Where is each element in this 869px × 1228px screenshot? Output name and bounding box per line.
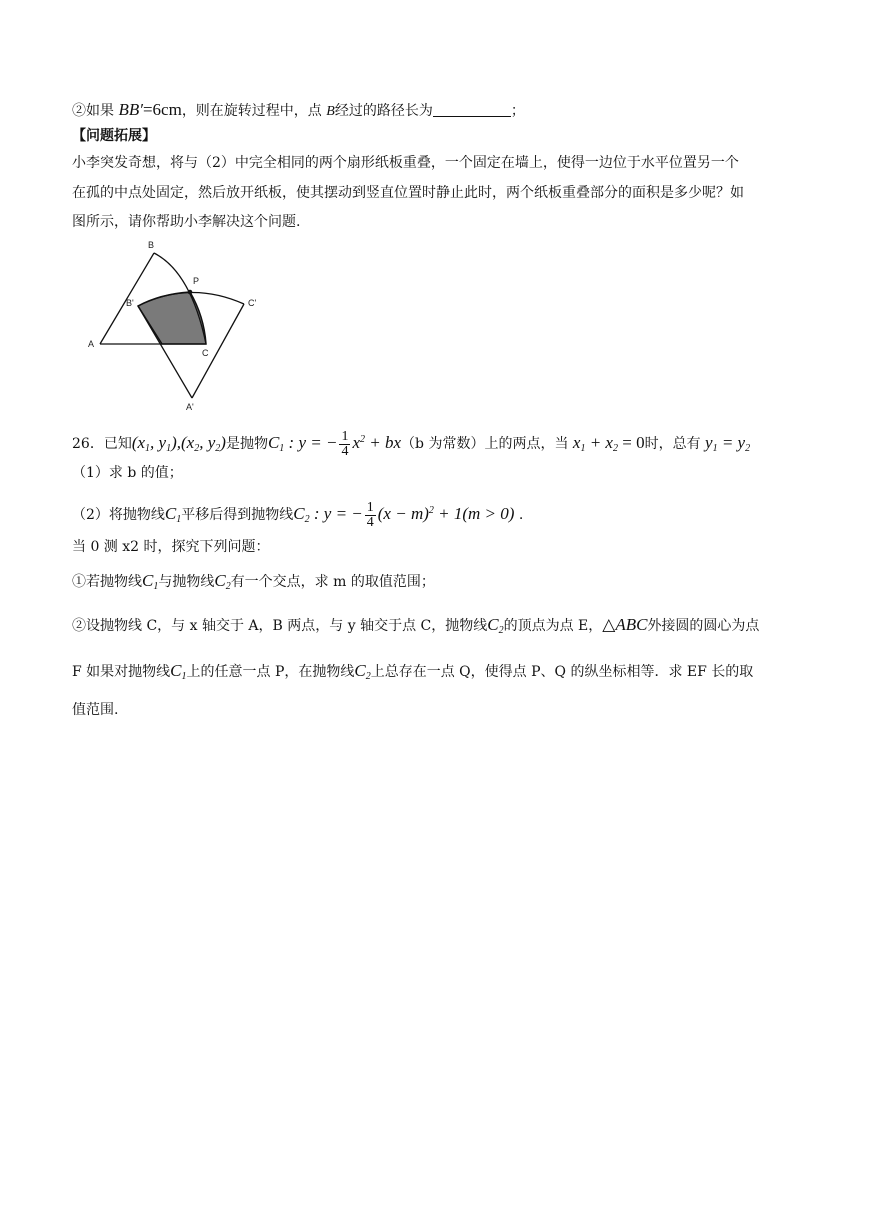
label-b: B — [148, 240, 155, 250]
paragraph-line-2: 在孤的中点处固定，然后放开纸板，使其摆动到竖直位置时静止此时，两个纸板重叠部分的面积是多少呢？如 — [72, 185, 744, 201]
triangle-abc: △ABC — [602, 615, 648, 634]
q26-stem — [72, 425, 750, 464]
result: $y_1 = y_2$ — [705, 433, 751, 454]
text-segment: 经过的路径长为 — [334, 103, 433, 119]
text-segment: F 如果对抛物线 — [72, 664, 171, 680]
q26-when-line: 当 0 测 x2 时，探究下列问题： — [72, 539, 270, 555]
text-segment: ，则在旋转过程中，点 — [181, 103, 327, 119]
section-heading: 【问题拓展】 — [72, 128, 156, 144]
parabola-c2-equation: $C_2$ : y = − $\frac{1}{4}$ $(x - m)^2 + 1(m > 0)$ — [293, 499, 515, 530]
label-p: P — [193, 276, 200, 286]
math-b: B — [326, 104, 335, 119]
text-segment: ； — [510, 103, 525, 119]
point-p — [188, 290, 193, 295]
label-aprime: A' — [186, 402, 194, 412]
text-segment: ②如果 — [72, 103, 119, 119]
parabola-c1-equation: $C_1$ : y = − $\frac{1}{4}$ $x^2$ + bx — [267, 428, 402, 459]
fraction: $\frac{1}{4}$ — [366, 499, 374, 530]
text-segment: 与抛物线 — [158, 574, 215, 590]
answer-blank — [433, 102, 511, 117]
q26-part2-line1 — [72, 614, 759, 642]
text-segment: 外接圆的圆心为点 — [647, 618, 760, 634]
c1-symbol: $C_1$ — [164, 504, 182, 525]
text-segment: 有一个交点，求 m 的取值范围； — [230, 574, 435, 590]
paragraph-line-3: 图所示，请你帮助小李解决这个问题. — [72, 214, 301, 230]
condition: $x_1 + x_2 = 0$ — [572, 433, 645, 454]
fraction: $\frac{1}{4}$ — [341, 428, 349, 459]
math-eq: =6cm — [142, 100, 182, 119]
shaded-overlap-region — [138, 292, 206, 344]
c1-symbol: $C_1$ — [170, 661, 187, 682]
q25-part2-line — [72, 100, 525, 122]
label-bprime: B' — [126, 298, 134, 308]
c2-symbol: $C_2$ — [354, 661, 371, 682]
point-2: ($x_2$, $y_2$) — [181, 433, 226, 454]
math-bbprime: BB′ — [118, 100, 143, 119]
paragraph-line-1: 小李突发奇想，将与（2）中完全相同的两个扇形纸板重叠，一个固定在墙上，使得一边位于水平位置另一个 — [72, 155, 739, 171]
q26-part1 — [72, 570, 435, 598]
c1-symbol: $C_1$ — [142, 571, 159, 592]
comma: , — [176, 433, 182, 452]
text-segment: 平移后得到抛物线 — [181, 507, 294, 523]
c2-symbol: $C_2$ — [214, 571, 231, 592]
text-segment: （b 为常数）上的两点，当 — [401, 436, 573, 452]
text-segment: 的顶点为点 E， — [503, 618, 603, 634]
label-cprime: C' — [248, 298, 257, 308]
label-c: C — [202, 348, 209, 358]
text-segment: 上总存在一点 Q，使得点 P、Q 的纵坐标相等．求 EF 长的取 — [370, 664, 754, 680]
label-a: A — [88, 339, 95, 349]
text-segment: （2）将抛物线 — [72, 507, 165, 523]
text-segment: 时，总有 — [644, 436, 706, 452]
text-segment: 是抛物 — [225, 436, 268, 452]
q26-part2-line2 — [72, 660, 753, 688]
point-1: ($x_1$, $y_1$) — [131, 433, 177, 454]
q26-sub1: （1）求 b 的值； — [72, 465, 183, 481]
q26-sub2 — [72, 496, 523, 535]
text-segment: ②设抛物线 C，与 x 轴交于 A，B 两点，与 y 轴交于点 C，抛物线 — [72, 618, 488, 634]
question-number: 26．已知 — [72, 436, 132, 452]
text-segment: ①若抛物线 — [72, 574, 142, 590]
sector-overlap-figure — [86, 236, 276, 412]
text-segment: 上的任意一点 P，在抛物线 — [186, 664, 355, 680]
q26-part2-line3: 值范围. — [72, 702, 119, 718]
c2-symbol: $C_2$ — [487, 615, 504, 636]
text-segment: . — [514, 507, 524, 523]
